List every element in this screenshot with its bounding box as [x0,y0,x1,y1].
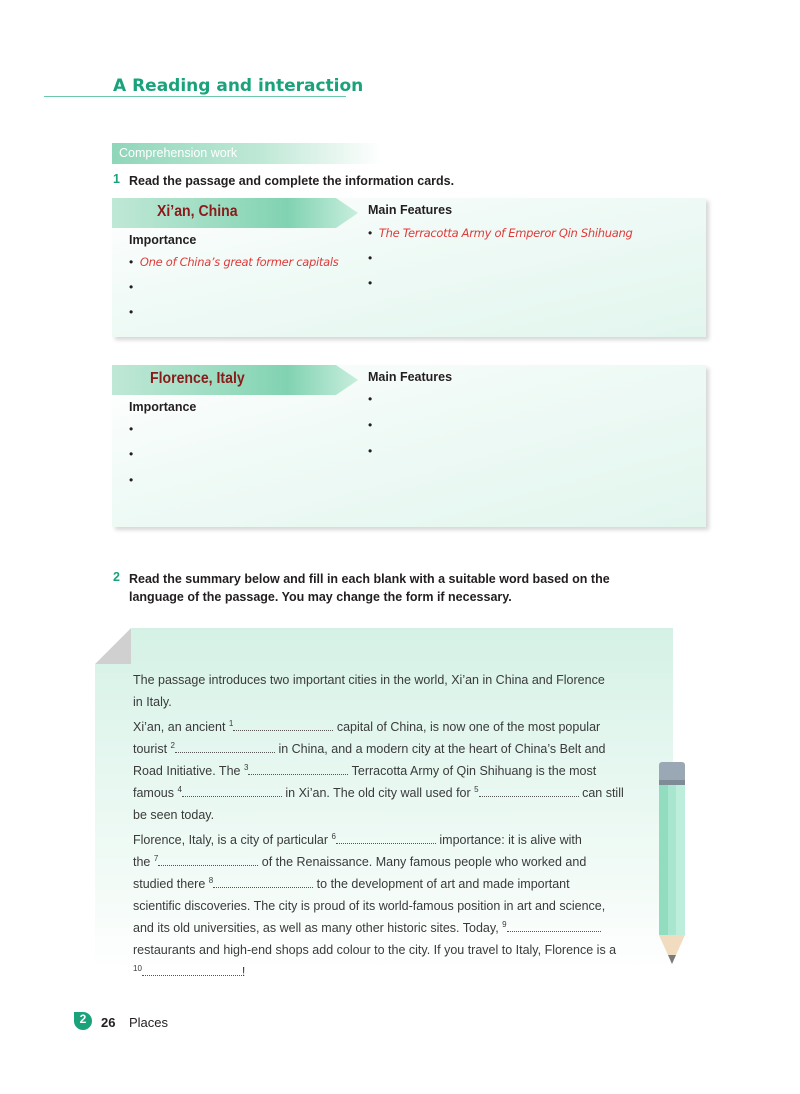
importance-heading-florence: Importance [129,400,197,414]
blank-3-input[interactable] [248,760,348,775]
importance-item-florence-2: • [129,447,134,461]
summary-line: Xi’an, an ancient $^1$ capital of China, is now one of the most popular [133,716,600,738]
importance-item-xian-1: • One of China’s great former capitals [129,255,339,269]
summary-line: be seen today. [133,808,215,822]
importance-item-xian-3: • [129,305,134,319]
question-1-text: Read the passage and complete the information cards. [129,174,455,188]
card-title-xian: Xi’an, China [157,203,238,220]
feature-item-xian-3: • [368,276,373,290]
section-title: A Reading and interaction [113,76,364,96]
unit-number: 2 [79,1012,87,1026]
blank-6-input[interactable] [336,829,436,844]
feature-item-xian-1: • The Terracotta Army of Emperor Qin Shihuang [368,226,633,240]
importance-heading-xian: Importance [129,233,197,247]
card-title-florence: Florence, Italy [150,370,245,387]
question-2-number: 2 [113,570,120,584]
blank-8-input[interactable] [213,873,313,888]
feature-item-xian-2: • [368,251,373,265]
summary-line: in Italy. [133,695,172,709]
blank-2-input[interactable] [175,738,275,753]
feature-item-florence-1: • [368,392,373,406]
summary-line: famous $^4$ in Xi’an. The old city wall used for $^5$ can still [133,782,624,804]
blank-9-input[interactable] [507,917,601,932]
features-heading-florence: Main Features [368,370,453,384]
summary-line: the $^7$ of the Renaissance. Many famous people who worked and [133,851,586,873]
summary-line: tourist $^2$ in China, and a modern city at the heart of China’s Belt and [133,738,606,760]
pencil-icon [656,762,688,974]
blank-7-input[interactable] [158,851,258,866]
page-title: Places [129,1015,169,1030]
summary-line: and its old universities, as well as many other historic sites. Today, $^9$ [133,917,601,939]
summary-line: Road Initiative. The $^3$ Terracotta Army of Qin Shihuang is the most [133,760,596,782]
summary-line: studied there $^8$ to the development of art and made important [133,873,570,895]
summary-line: restaurants and high-end shops add colour to the city. If you travel to Italy, Florence is a [133,943,617,957]
summary-line: Florence, Italy, is a city of particular $^6$ importance: it is alive with [133,829,582,851]
answer-text: One of China’s great former capitals [139,255,339,269]
note-folded-corner [95,628,131,664]
summary-line: $^{10}$ ! [133,961,245,983]
summary-line: The passage introduces two important cities in the world, Xi’an in China and Florence [133,673,605,687]
section-divider [44,96,346,97]
answer-text: The Terracotta Army of Emperor Qin Shihuang [378,226,633,240]
card-tab-arrow-florence [286,362,360,398]
summary-line: scientific discoveries. The city is proud of its world-famous position in art and science, [133,899,606,913]
feature-item-florence-3: • [368,444,373,458]
blank-1-input[interactable] [233,716,333,731]
importance-item-xian-2: • [129,280,134,294]
feature-item-florence-2: • [368,418,373,432]
blank-10-input[interactable] [142,961,242,976]
blank-4-input[interactable] [182,782,282,797]
question-2-text: Read the summary below and fill in each blank with a suitable word based on the language of the passage. You may change the form if necessary. [129,572,610,604]
blank-5-input[interactable] [479,782,579,797]
importance-item-florence-1: • [129,422,134,436]
page-number: 26 [101,1015,116,1030]
comprehension-label: Comprehension work [119,146,238,160]
question-1-number: 1 [113,172,120,186]
importance-item-florence-3: • [129,473,134,487]
features-heading-xian: Main Features [368,203,453,217]
card-tab-arrow-xian [286,195,360,231]
